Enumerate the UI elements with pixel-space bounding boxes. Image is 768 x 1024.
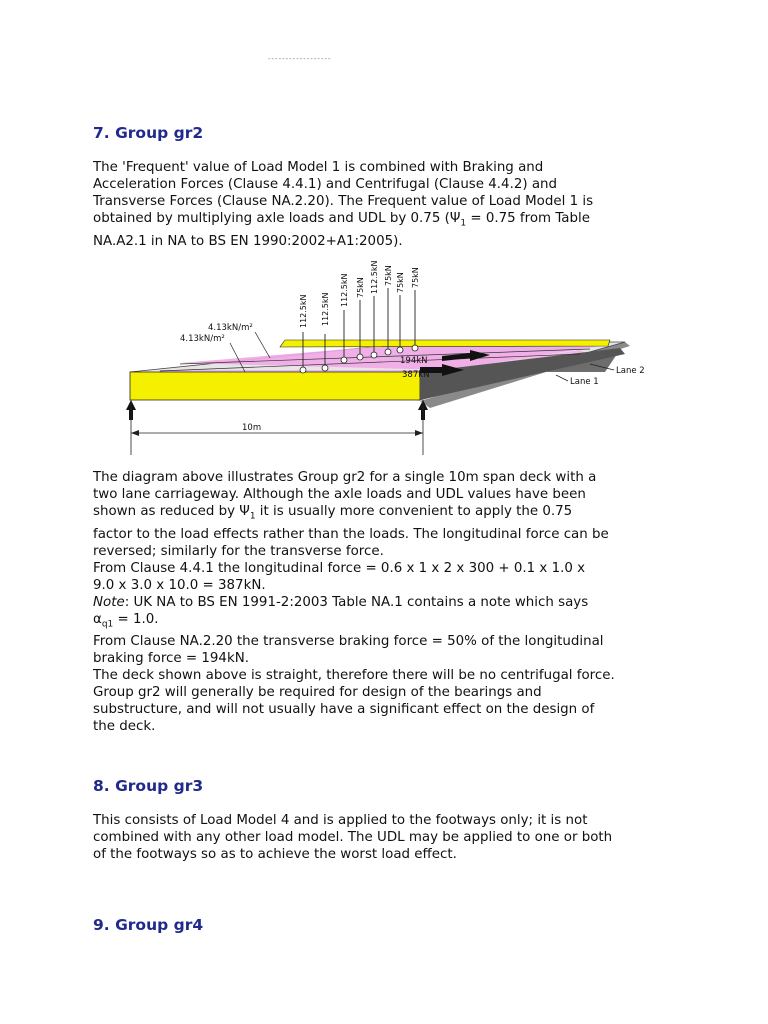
lane-leader bbox=[556, 375, 568, 381]
section-8-heading: 8. Group gr3 bbox=[93, 777, 204, 795]
transverse-force-label: 194kN bbox=[400, 356, 428, 366]
wheel-contact bbox=[371, 352, 377, 358]
body-line: 9.0 x 3.0 x 10.0 = 387kN. bbox=[93, 577, 266, 593]
near-kerb bbox=[130, 372, 420, 400]
axle-label: 75kN bbox=[396, 272, 405, 293]
body-line: combined with any other load model. The UDL may be applied to one or both bbox=[93, 830, 613, 845]
body-text: : UK NA to BS EN 1991-2:2003 Table NA.1 contains a note which says bbox=[124, 594, 589, 610]
longitudinal-force-label: 387kN bbox=[402, 370, 430, 380]
body-text: = 1.0. bbox=[113, 611, 159, 627]
axle-label: 75kN bbox=[411, 267, 420, 288]
axle-label: 112.5kN bbox=[340, 273, 349, 307]
section-7-body bbox=[93, 469, 683, 735]
wheel-contact bbox=[322, 365, 328, 371]
span-arrowhead bbox=[415, 430, 423, 436]
intro-line: NA.A2.1 in NA to BS EN 1990:2002+A1:2005). bbox=[93, 233, 403, 249]
header-fragment: ------------------ bbox=[268, 55, 332, 63]
body-line: substructure, and will not usually have a significant effect on the design of bbox=[93, 702, 595, 718]
section-7-heading: 7. Group gr2 bbox=[93, 124, 204, 142]
wheel-contact bbox=[300, 367, 306, 373]
span-label: 10m bbox=[242, 423, 262, 433]
body-line: of the footways so as to achieve the worst load effect. bbox=[93, 847, 457, 862]
intro-text: obtained by multiplying axle loads and UDL by 0.75 (Ψ bbox=[93, 211, 461, 226]
body-line: The diagram above illustrates Group gr2 for a single 10m span deck with a bbox=[93, 470, 597, 485]
note-label: Note bbox=[93, 594, 125, 610]
wheel-contact bbox=[412, 345, 418, 351]
load-model-diagram bbox=[120, 260, 680, 460]
axle-label: 112.5kN bbox=[321, 292, 330, 326]
body-line: braking force = 194kN. bbox=[93, 651, 249, 667]
axle-label: 75kN bbox=[384, 265, 393, 286]
body-text: shown as reduced by Ψ bbox=[93, 504, 250, 519]
axle-label: 112.5kN bbox=[370, 260, 379, 294]
wheel-contact bbox=[341, 357, 347, 363]
span-arrowhead bbox=[131, 430, 139, 436]
body-line: From Clause 4.4.1 the longitudinal force = 0.6 x 1 x 2 x 300 + 0.1 x 1.0 x bbox=[93, 560, 586, 576]
section-8-body bbox=[93, 812, 683, 863]
lane-2-label: Lane 2 bbox=[616, 366, 645, 376]
body-text: it is usually more convenient to apply the 0.75 bbox=[255, 504, 573, 519]
body-line bbox=[93, 594, 683, 611]
body-line: two lane carriageway. Although the axle loads and UDL values have been bbox=[93, 487, 586, 502]
section-9-heading: 9. Group gr4 bbox=[93, 916, 204, 934]
body-line bbox=[93, 503, 683, 526]
axle-label: 112.5kN bbox=[299, 294, 308, 328]
lane-1-label: Lane 1 bbox=[570, 377, 599, 387]
intro-line: The 'Frequent' value of Load Model 1 is combined with Braking and bbox=[93, 160, 544, 175]
udl-leader bbox=[255, 332, 270, 358]
body-line: the deck. bbox=[93, 719, 156, 735]
psi-subscript: 1 bbox=[249, 511, 256, 522]
intro-line: Acceleration Forces (Clause 4.4.1) and Centrifugal (Clause 4.4.2) and bbox=[93, 177, 558, 192]
body-line: reversed; similarly for the transverse force. bbox=[93, 543, 384, 559]
udl-label-lane1: 4.13kN/m² bbox=[180, 334, 225, 344]
wheel-contact bbox=[397, 347, 403, 353]
psi-subscript: 1 bbox=[460, 218, 467, 229]
intro-line: Transverse Forces (Clause NA.2.20). The Frequent value of Load Model 1 is bbox=[93, 194, 594, 209]
body-line: The deck shown above is straight, therefore there will be no centrifugal force. bbox=[93, 668, 615, 684]
udl-label-lane2: 4.13kN/m² bbox=[208, 323, 253, 333]
body-line: This consists of Load Model 4 and is applied to the footways only; it is not bbox=[93, 813, 588, 828]
alpha-symbol: α bbox=[93, 611, 102, 627]
body-line: Group gr2 will generally be required for design of the bearings and bbox=[93, 685, 542, 701]
alpha-subscript: q1 bbox=[101, 619, 114, 630]
wheel-contact bbox=[385, 349, 391, 355]
intro-line bbox=[93, 210, 683, 233]
body-line: From Clause NA.2.20 the transverse braking force = 50% of the longitudinal bbox=[93, 634, 604, 650]
intro-text: = 0.75 from Table bbox=[466, 211, 590, 226]
body-line bbox=[93, 611, 683, 634]
axle-label-group bbox=[299, 260, 420, 328]
section-7-intro bbox=[93, 159, 683, 250]
far-kerb bbox=[280, 340, 610, 347]
axle-label: 75kN bbox=[356, 277, 365, 298]
body-line: factor to the load effects rather than the loads. The longitudinal force can be bbox=[93, 526, 609, 542]
wheel-contact bbox=[357, 354, 363, 360]
